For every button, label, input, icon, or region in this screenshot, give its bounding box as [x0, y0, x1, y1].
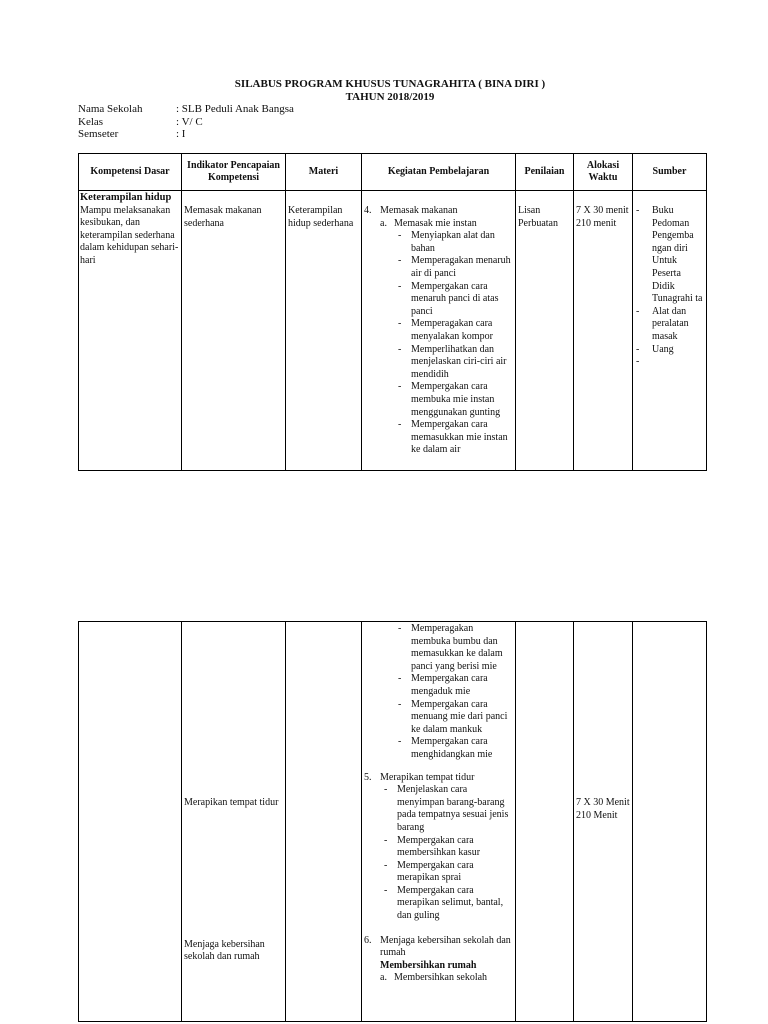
info-label: Kelas — [78, 115, 104, 128]
ipk-text: Memasak makanan sederhana — [184, 205, 262, 229]
list-item: - Mempergakan cara menaruh panci di atas panci — [394, 281, 513, 319]
info-value: : V/ C — [176, 115, 203, 128]
info-class-row — [78, 116, 294, 129]
info-label: Semseter — [78, 128, 119, 140]
cell-indikator — [182, 622, 286, 1022]
sub-letter: a. — [380, 217, 387, 229]
list-item: - Menjelaskan cara menyimpan barang-barang pada tempatnya sesuai jenis barang — [380, 784, 513, 834]
school-info — [78, 103, 294, 141]
kegiatan-title: Merapikan tempat tidur — [380, 771, 475, 783]
syllabus-table-2 — [78, 621, 707, 1022]
header-kompetensi-dasar: Kompetensi Dasar — [79, 154, 182, 191]
list-item: - Mempergakan cara menghidangkan mie — [394, 736, 513, 761]
header-kegiatan: Kegiatan Pembelajaran — [362, 154, 516, 191]
penilaian-text: Lisan Perbuatan — [518, 205, 558, 229]
step-text: Mempergakan cara memasukkan mie instan ke dalam air — [411, 419, 508, 456]
table-header-row — [79, 154, 707, 191]
list-item: - Memperagakan menaruh air di panci — [394, 255, 513, 280]
kegiatan-title: Menjaga kebersihan sekolah dan rumah — [380, 934, 511, 959]
sub-letter: a. — [380, 972, 387, 984]
header-materi: Materi — [286, 154, 362, 191]
ipk-text: Menjaga kebersihan sekolah dan rumah — [184, 938, 265, 963]
cell-alokasi — [574, 622, 633, 1022]
list-item: - Memperagakan membuka bumbu dan memasukkan ke dalam panci yang berisi mie — [394, 623, 513, 673]
kegiatan-title: Memasak makanan — [380, 205, 458, 216]
kegiatan-number: 4. — [364, 205, 372, 216]
kegiatan-item — [364, 205, 513, 218]
cell-penilaian — [516, 191, 574, 471]
list-item: - — [636, 356, 640, 368]
table-row — [79, 622, 707, 1022]
step-text: Mempergakan cara merapikan selimut, bantal, dan guling — [397, 884, 504, 922]
info-value: : I — [176, 128, 186, 140]
cell-sumber — [633, 191, 707, 471]
header-sumber: Sumber — [633, 154, 707, 191]
cell-penilaian — [516, 622, 574, 1022]
list-item: - Memperagakan cara menyalakan kompor — [394, 318, 513, 343]
cell-kegiatan — [362, 191, 516, 471]
sumber-text: Uang — [652, 343, 674, 355]
list-item: - Menyiapkan alat dan bahan — [394, 230, 513, 255]
step-text: Menyiapkan alat dan bahan — [411, 230, 495, 254]
step-text: Mempergakan cara membersihkan kasur — [397, 834, 481, 859]
list-item: - Mempergakan cara merapikan selimut, bantal, dan guling — [380, 885, 513, 923]
step-text: Mempergakan cara mengaduk mie — [411, 673, 488, 697]
cell-indikator — [182, 191, 286, 471]
kd-text: Mampu melaksanakan kesibukan, dan keterampilan sederhana dalam kehidupan sehari-hari — [80, 204, 179, 266]
step-text: Mempergakan cara merapikan sprai — [397, 859, 474, 884]
alokasi-text: 7 X 30 menit 210 menit — [576, 205, 629, 229]
materi-text: Keterampilan hidup sederhana — [288, 205, 354, 229]
cell-sumber — [633, 622, 707, 1022]
list-item: - Alat dan peralatan masak — [635, 306, 704, 344]
cell-materi — [286, 622, 362, 1022]
step-text: Memperagakan membuka bumbu dan memasukkan ke dalam panci yang berisi mie — [411, 623, 503, 672]
step-text: Memperagakan menaruh air di panci — [411, 255, 511, 279]
list-item: - Mempergakan cara membersihkan kasur — [380, 835, 513, 860]
step-text: Mempergakan cara membuka mie instan menggunakan gunting — [411, 381, 501, 418]
list-item: - Mempergakan cara merapikan sprai — [380, 860, 513, 885]
list-item: - Uang — [636, 343, 674, 355]
steps-list — [364, 784, 513, 923]
step-text: Memperlihatkan dan menjelaskan ciri-ciri air mendidih — [411, 343, 507, 380]
cell-kompetensi-dasar — [79, 191, 182, 471]
header-penilaian: Penilaian — [516, 154, 574, 191]
sumber-text: Buku Pedoman Pengemba ngan diri Untuk Peserta Didik Tunagrahi ta — [652, 205, 703, 305]
steps-list — [364, 623, 513, 762]
kd-title: Keterampilan hidup — [80, 192, 172, 203]
alokasi-text: 7 X 30 Menit 210 Menit — [576, 797, 630, 821]
kegiatan-item — [364, 772, 513, 785]
kegiatan-subheading: Membersihkan rumah — [380, 959, 477, 971]
header-indikator: Indikator Pencapaian Kompetensi — [182, 154, 286, 191]
syllabus-title: SILABUS PROGRAM KHUSUS TUNAGRAHITA ( BINA DIRI ) — [234, 78, 546, 90]
step-text: Mempergakan cara menghidangkan mie — [411, 736, 493, 760]
info-semester-row — [78, 128, 294, 141]
list-item: - Mempergakan cara menuang mie dari panci ke dalam mankuk — [394, 699, 513, 737]
table-row — [79, 191, 707, 471]
info-value: : SLB Peduli Anak Bangsa — [176, 103, 294, 115]
list-item: - Mempergakan cara membuka mie instan menggunakan gunting — [394, 381, 513, 419]
kegiatan-number: 5. — [364, 771, 372, 783]
kegiatan-sub-item — [364, 972, 513, 985]
cell-kompetensi-dasar — [79, 622, 182, 1022]
info-school-row — [78, 103, 294, 116]
sub-title: Membersihkan sekolah — [394, 972, 488, 984]
sub-title: Memasak mie instan — [394, 217, 477, 229]
kegiatan-number: 6. — [364, 934, 372, 946]
syllabus-table-1 — [78, 153, 707, 471]
kegiatan-sub-item — [364, 218, 513, 231]
ipk-text: Merapikan tempat tidur — [184, 797, 279, 808]
list-item: - Memperlihatkan dan menjelaskan ciri-ciri air mendidih — [394, 344, 513, 382]
step-text: Mempergakan cara menuang mie dari panci ke dalam mankuk — [411, 698, 508, 735]
list-item: - Mempergakan cara memasukkan mie instan ke dalam air — [394, 419, 513, 457]
step-text: Menjelaskan cara menyimpan barang-barang pada tempatnya sesuai jenis barang — [397, 784, 509, 833]
sumber-text: Alat dan peralatan masak — [652, 305, 689, 342]
syllabus-year: TAHUN 2018/2019 — [345, 91, 435, 103]
step-text: Memperagakan cara menyalakan kompor — [411, 318, 493, 342]
kegiatan-item — [364, 935, 513, 960]
header-alokasi: Alokasi Waktu — [574, 154, 633, 191]
cell-alokasi — [574, 191, 633, 471]
step-text: Mempergakan cara menaruh panci di atas panci — [411, 280, 499, 317]
cell-materi — [286, 191, 362, 471]
list-item: - Mempergakan cara mengaduk mie — [394, 673, 513, 698]
cell-kegiatan — [362, 622, 516, 1022]
steps-list — [364, 230, 513, 457]
info-label: Nama Sekolah — [78, 103, 143, 115]
list-item: - Buku Pedoman Pengemba ngan diri Untuk Peserta Didik Tunagrahi ta — [636, 205, 703, 305]
